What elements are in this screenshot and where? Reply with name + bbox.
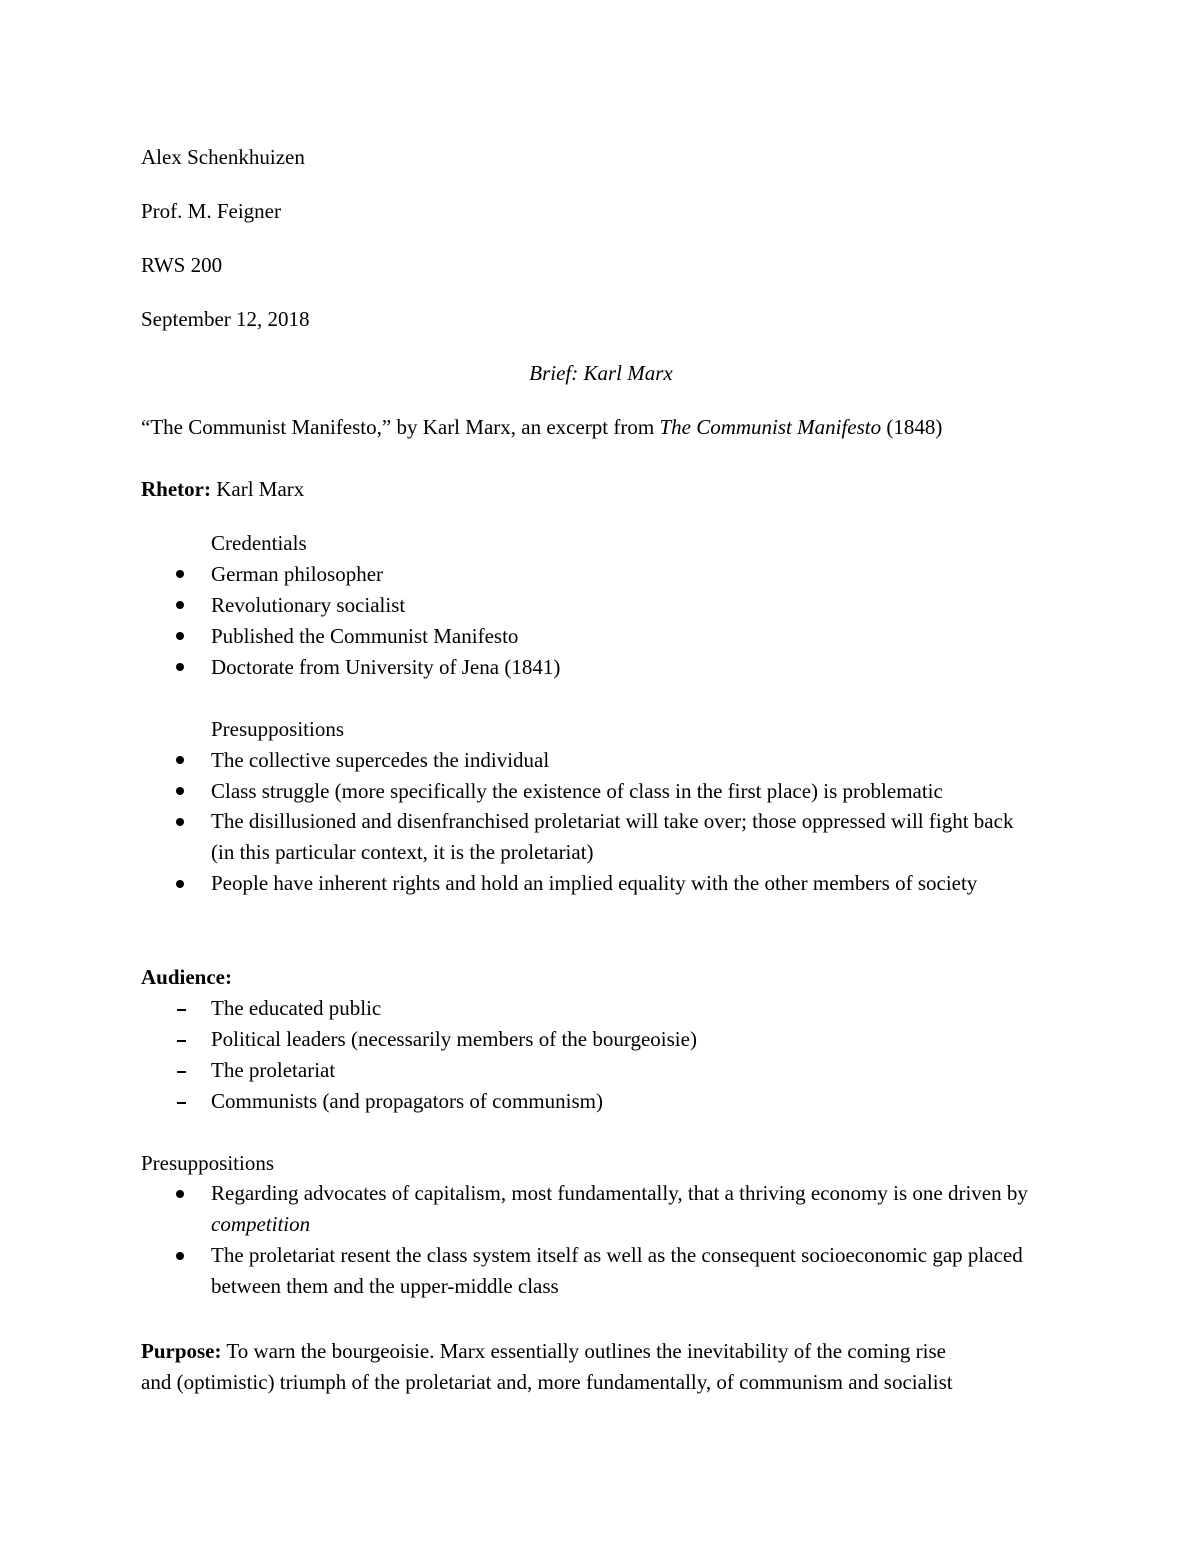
bullet-icon [176,570,184,578]
audience-label: Audience: [141,965,232,989]
list-item [211,1240,1061,1302]
credentials-heading: Credentials [211,531,307,555]
document-title: Brief: Karl Marx [529,361,673,385]
list-item: Political leaders (necessarily members of the bourgeoisie) [211,1027,697,1051]
bullet-icon [176,632,184,640]
list-item: The disillusioned and disenfranchised proletariat will take over; those oppressed will fight back (in this particular context, it is the proletariat) [211,809,1014,864]
course-name: RWS 200 [141,253,223,277]
list-item-text: The proletariat resent the class system itself as well as the consequent socioeconomic gap placed between them and the upper-middle class [211,1243,1023,1298]
bullet-icon [176,756,184,764]
list-item: People have inherent rights and hold an implied equality with the other members of society [211,871,978,895]
citation-suffix: (1848) [881,415,943,439]
list-item: Doctorate from University of Jena (1841) [211,655,561,679]
bullet-icon [176,1190,184,1198]
list-item: Published the Communist Manifesto [211,624,519,648]
rhetor-presuppositions-heading: Presuppositions [211,717,345,741]
citation-prefix: “The Communist Manifesto,” by Karl Marx, an excerpt from [141,415,660,439]
purpose-label: Purpose: [141,1339,222,1363]
list-item: The collective supercedes the individual [211,748,550,772]
dash-icon [177,1009,186,1011]
bullet-icon [176,663,184,671]
professor-name: Prof. M. Feigner [141,199,281,223]
list-item-text: Regarding advocates of capitalism, most fundamentally, that a thriving economy is one driven by [211,1181,1028,1205]
bullet-icon [176,880,184,888]
bullet-icon [176,1252,184,1260]
list-item: German philosopher [211,562,384,586]
list-item: The educated public [211,996,382,1020]
dash-icon [177,1102,186,1104]
bullet-icon [176,818,184,826]
dash-icon [177,1040,186,1042]
author-name: Alex Schenkhuizen [141,145,305,169]
list-item [211,1178,1041,1240]
list-item-emphasis: competition [211,1212,311,1236]
bullet-icon [176,601,184,609]
dash-icon [177,1071,186,1073]
rhetor-label: Rhetor: [141,477,211,501]
document-date: September 12, 2018 [141,307,310,331]
rhetor-line [141,476,304,502]
audience-presuppositions-heading: Presuppositions [141,1151,275,1175]
citation-work: The Communist Manifesto [659,415,882,439]
purpose-line-2: and (optimistic) triumph of the proletariat and, more fundamentally, of communism and socialist [141,1370,953,1394]
list-item: Communists (and propagators of communism) [211,1089,603,1113]
list-item: The proletariat [211,1058,336,1082]
list-item: Revolutionary socialist [211,593,406,617]
bullet-icon [176,787,184,795]
citation [141,414,942,440]
rhetor-value: Karl Marx [210,477,305,501]
purpose-line-1 [141,1338,946,1364]
list-item: Class struggle (more specifically the existence of class in the first place) is problematic [211,779,943,803]
purpose-text-1: To warn the bourgeoisie. Marx essentially outlines the inevitability of the coming rise [221,1339,946,1363]
